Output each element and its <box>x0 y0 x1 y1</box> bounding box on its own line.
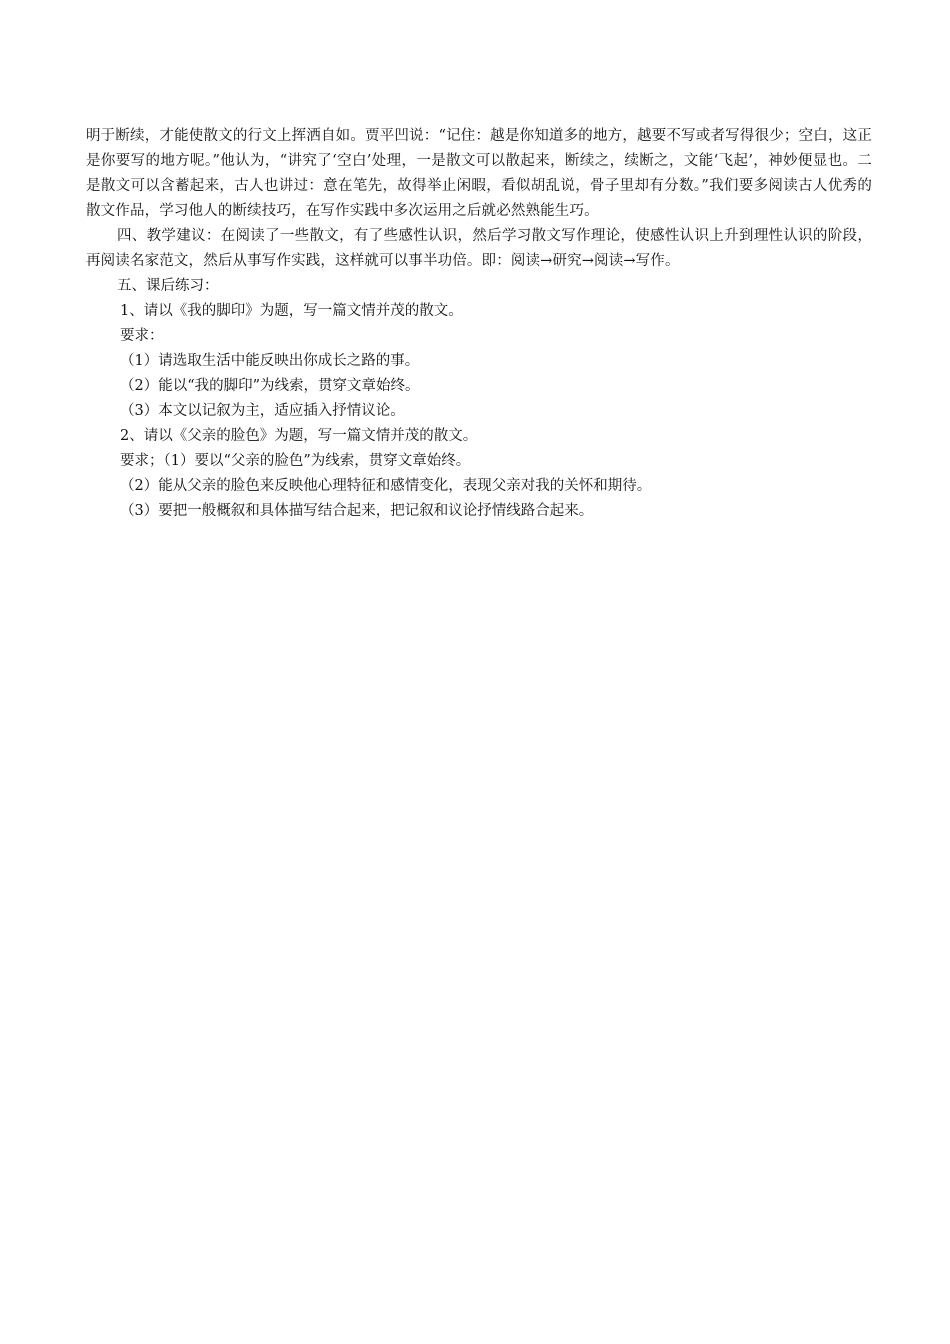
exercise-1-requirements-label: 要求： <box>120 328 164 344</box>
paragraph-teaching-advice: 四、教学建议：在阅读了一些散文，有了些感性认识，然后学习散文写作理论，使感性认识上升到理性认识的阶段，再阅读名家范文，然后从事写作实践，这样就可以事半功倍。即：阅读→研究→阅读→写作。 <box>86 228 872 269</box>
document-body <box>86 124 872 524</box>
exercise-1-title: 1、请以《我的脚印》为题，写一篇文情并茂的散文。 <box>120 303 463 319</box>
exercise-2-title: 2、请以《父亲的脸色》为题，写一篇文情并茂的散文。 <box>120 428 478 444</box>
exercise-2-requirement-2: （2）能从父亲的脸色来反映他心理特征和感情变化，表现父亲对我的关怀和期待。 <box>120 478 652 494</box>
exercise-1-requirement-2: （2）能以“我的脚印”为线索，贯穿文章始终。 <box>120 378 420 394</box>
exercise-1-requirement-3: （3）本文以记叙为主，适应插入抒情议论。 <box>120 403 405 419</box>
paragraph-duanxu: 明于断续，才能使散文的行文上挥洒自如。贾平凹说：“记住：越是你知道多的地方，越要不写或者写得很少；空白，这正是你要写的地方呢。”他认为，“讲究了‘空白’处理，一是散文可以散起来，断续之，续断之，文能‘飞起’，神妙便显也。二是散文可以含蓄起来，古人也讲过：意在笔先，故得举止闲暇，看似胡乱说，骨子里却有分数。”我们要多阅读古人优秀的散文作品，学习他人的断续技巧，在写作实践中多次运用之后就必然熟能生巧。 <box>86 128 872 219</box>
exercise-2-requirement-1: 要求；（1）要以“父亲的脸色”为线索，贯穿文章始终。 <box>120 453 471 469</box>
exercise-1-requirement-1: （1）请选取生活中能反映出你成长之路的事。 <box>120 353 420 369</box>
exercises-heading: 五、课后练习： <box>117 278 219 294</box>
exercise-2-requirement-3: （3）要把一般概叙和具体描写结合起来，把记叙和议论抒情线路合起来。 <box>120 503 594 519</box>
